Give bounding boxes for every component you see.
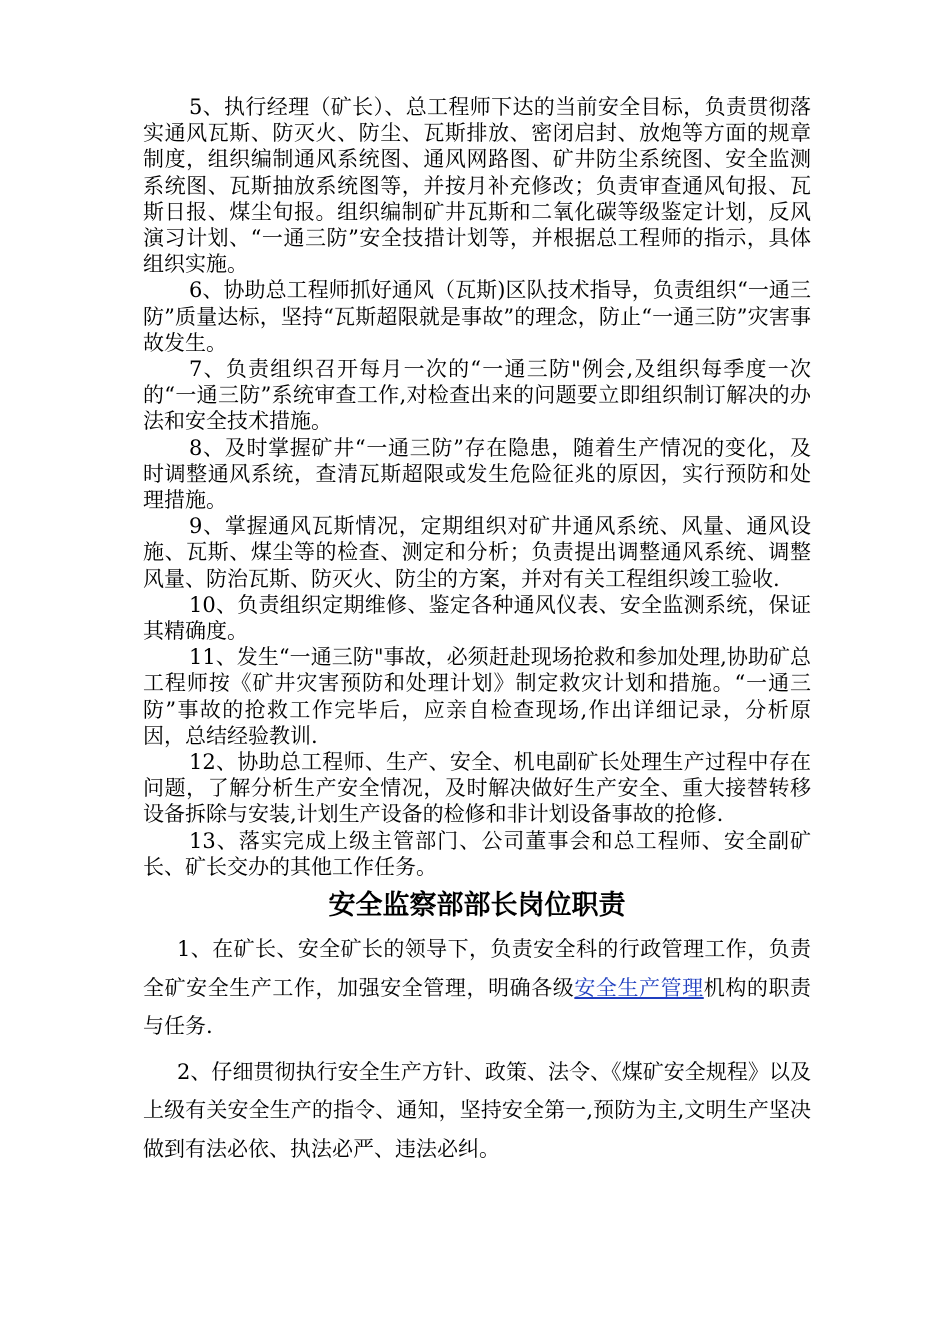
duty-item-9: 9、掌握通风瓦斯情况，定期组织对矿井通风系统、风量、通风设施、瓦斯、煤尘等的检查、测定和分析；负责提出调整通风系统、调整风量、防治瓦斯、防灭火、防尘的方案，并对有关工程组织竣工验收. [143,514,811,591]
duty-item-12: 12、协助总工程师、生产、安全、机电副矿长处理生产过程中存在问题，了解分析生产安全情况，及时解决做好生产安全、重大接替转移设备拆除与安装,计划生产设备的检修和非计划设备事故的抢修. [143,750,811,827]
duty-item-11: 11、发生“一通三防"事故，必须赶赴现场抢救和参加处理,协助矿总工程师按《矿井灾害预防和处理计划》制定救灾计划和措施。“一通三防”事故的抢救工作完毕后，应亲自检查现场,作出详细记录，分析原因，总结经验教训. [143,645,811,748]
duty-item-7: 7、负责组织召开每月一次的“一通三防"例会,及组织每季度一次的“一通三防”系统审查工作,对检查出来的问题要立即组织制订解决的办法和安全技术措施。 [143,357,811,434]
section-item-1-text-before: 1、在矿长、安全矿长的领导下，负责安全科的行政管理工作，负责全矿安全生产工作，加强安全管理，明确各级 [143,937,811,1000]
duty-item-6: 6、协助总工程师抓好通风（瓦斯)区队技术指导，负责组织“一通三防”质量达标，坚持“瓦斯超限就是事故”的理念，防止“一通三防”灾害事故发生。 [143,278,811,355]
section-item-1-text-after: 机构的职责与任务. [143,975,812,1039]
duty-item-5: 5、执行经理（矿长）、总工程师下达的当前安全目标，负责贯彻落实通风瓦斯、防灭火、防尘、瓦斯排放、密闭启封、放炮等方面的规章制度，组织编制通风系统图、通风网路图、矿井防尘系统图、安全监测系统图、瓦斯抽放系统图等，并按月补充修改；负责审查通风旬报、瓦斯日报、煤尘旬报。组织编制矿井瓦斯和二氧化碳等级鉴定计划，反风演习计划、“一通三防”安全技措计划等，并根据总工程师的指示，具体组织实施。 [143,95,811,277]
duty-item-13: 13、落实完成上级主管部门、公司董事会和总工程师、安全副矿长、矿长交办的其他工作任务。 [143,828,811,879]
duty-item-8: 8、及时掌握矿井“一通三防”存在隐患，随着生产情况的变化，及时调整通风系统，查清瓦斯超限或发生危险征兆的原因，实行预防和处理措施。 [143,435,811,513]
document-page [143,94,811,1175]
safety-management-link[interactable]: 安全生产管理 [574,975,704,1000]
section-item-2: 2、仔细贯彻执行安全生产方针、政策、法令、《煤矿安全规程》以及上级有关安全生产的指令、通知，坚持安全第一,预防为主,文明生产坚决做到有法必依、执法必严、违法必纠。 [143,1059,811,1161]
duty-item-10: 10、负责组织定期维修、鉴定各种通风仪表、安全监测系统，保证其精确度。 [143,592,811,644]
section-title: 安全监察部部长岗位职责 [328,890,626,922]
section-item-1 [143,930,811,1046]
